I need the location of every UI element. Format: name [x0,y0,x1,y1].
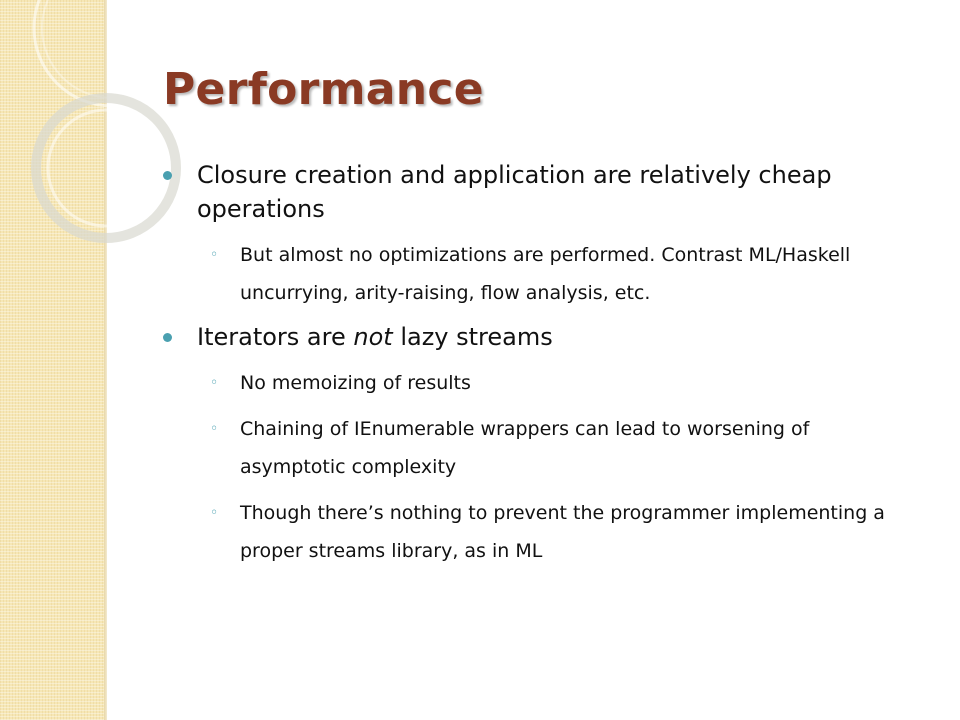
bullet-text: Closure creation and application are relatively cheap operations [197,161,832,223]
bullet-text-end: lazy streams [392,323,553,351]
bullet-iterators [163,320,893,354]
slide-title: Performance [163,64,484,115]
subbullet-streams-library [163,494,893,570]
subbullet-text: Chaining of IEnumerable wrappers can lead to worsening of asymptotic complexity [240,418,810,478]
subbullet-chaining [163,410,893,486]
bullet-text-start: Iterators are [197,323,354,351]
bullet-dot-icon [163,333,172,342]
bullet-dot-icon [163,171,172,180]
subbullet-optimizations [163,236,893,312]
slide-content [163,158,893,578]
hollow-circle-bullet-icon: ◦ [210,421,219,437]
hollow-circle-bullet-icon: ◦ [210,247,219,263]
hollow-circle-bullet-icon: ◦ [210,375,219,391]
hollow-circle-bullet-icon: ◦ [210,505,219,521]
subbullet-memoizing [163,364,893,402]
bullet-closure-creation [163,158,893,226]
bullet-text-emphasis: not [353,323,393,351]
subbullet-text: Though there’s nothing to prevent the programmer implementing a proper streams library, as in ML [240,502,885,562]
subbullet-text: No memoizing of results [240,372,471,394]
subbullet-text: But almost no optimizations are performed. Contrast ML/Haskell uncurrying, arity-raising, flow analysis, etc. [240,244,851,304]
